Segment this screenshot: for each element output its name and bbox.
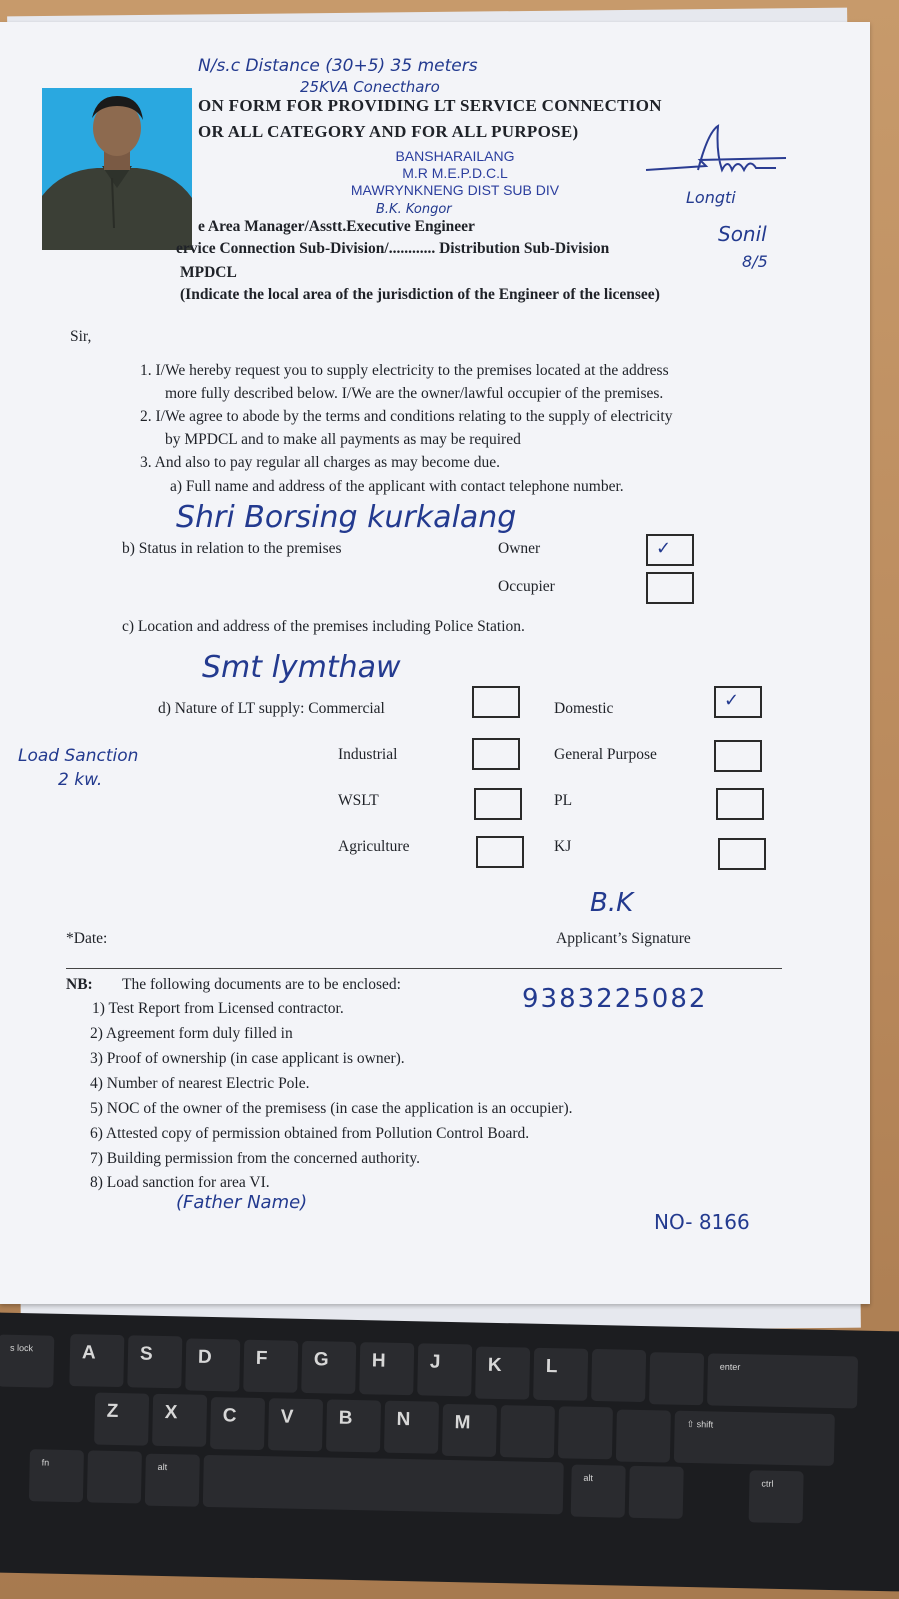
right-signature-1: Longti — [686, 188, 736, 207]
top-note-line2: 25KVA Conectharo — [300, 78, 440, 96]
industrial-label: Industrial — [338, 746, 398, 763]
owner-checkbox[interactable] — [646, 534, 694, 566]
key-comma[interactable] — [500, 1405, 555, 1458]
to-line2: ervice Connection Sub-Division/............ Distribution Sub-Division — [176, 240, 610, 257]
key-z[interactable]: Z — [94, 1393, 149, 1446]
right-signature-2: Sonil — [718, 222, 767, 246]
father-name-handwritten: (Father Name) — [176, 1192, 308, 1213]
key-s[interactable]: S — [127, 1335, 182, 1388]
nb-intro: The following documents are to be enclosed: — [122, 976, 401, 993]
paragraph-1-line2: more fully described below. I/We are the owner/lawful occupier of the premises. — [165, 385, 664, 402]
key-l[interactable]: L — [533, 1348, 588, 1401]
occupier-checkbox[interactable] — [646, 572, 694, 604]
key-b[interactable]: B — [326, 1399, 381, 1452]
key-v[interactable]: V — [268, 1398, 323, 1451]
general-purpose-label: General Purpose — [554, 746, 657, 763]
agriculture-checkbox[interactable] — [476, 836, 524, 868]
to-line4: (Indicate the local area of the jurisdiction of the Engineer of the licensee) — [180, 286, 660, 303]
shift-key[interactable]: ⇧ shift — [674, 1411, 835, 1466]
form-title-line2: OR ALL CATEGORY AND FOR ALL PURPOSE) — [198, 122, 579, 141]
nb-label: NB: — [66, 976, 93, 993]
key-slash[interactable] — [616, 1409, 671, 1462]
domestic-check-mark: ✓ — [724, 690, 740, 711]
nb-item-3: 3) Proof of ownership (in case applicant is owner). — [90, 1050, 405, 1067]
ctrl-key[interactable]: ctrl — [749, 1470, 804, 1523]
kj-checkbox[interactable] — [718, 838, 766, 870]
caps-lock-key[interactable]: s lock — [0, 1335, 54, 1388]
fn-key[interactable]: fn — [29, 1449, 84, 1502]
paragraph-3-line1: 3. And also to pay regular all charges as may become due. — [140, 454, 500, 471]
applicant-signature-handwritten: B.K — [590, 888, 634, 918]
industrial-checkbox[interactable] — [472, 738, 520, 770]
reference-number-handwritten: NO- 8166 — [654, 1210, 750, 1234]
officer-signature-scribble — [636, 122, 796, 192]
owner-label: Owner — [498, 540, 541, 557]
pl-checkbox[interactable] — [716, 788, 764, 820]
nb-item-6: 6) Attested copy of permission obtained from Pollution Control Board. — [90, 1125, 530, 1142]
stamp-line1: BANSHARAILANG — [395, 148, 515, 164]
key-h[interactable]: H — [359, 1342, 414, 1395]
key-period[interactable] — [558, 1406, 613, 1459]
agriculture-label: Agriculture — [338, 838, 410, 855]
key-m[interactable]: M — [442, 1404, 497, 1457]
domestic-label: Domestic — [554, 700, 614, 717]
application-form — [0, 22, 870, 1304]
applicant-name-handwritten: Shri Borsing kurkalang — [176, 500, 517, 535]
salutation: Sir, — [70, 328, 92, 345]
officer-signature: B.K. Kongor — [376, 202, 452, 217]
divider-line — [66, 968, 782, 969]
key-x[interactable]: X — [152, 1394, 207, 1447]
paragraph-1-line1: 1. I/We hereby request you to supply electricity to the premises located at the address — [140, 362, 669, 379]
phone-number-handwritten: 9383225082 — [522, 984, 708, 1014]
nb-item-7: 7) Building permission from the concerned authority. — [90, 1150, 421, 1167]
load-sanction-note: Load Sanction — [18, 746, 139, 766]
item-a-label: a) Full name and address of the applicant with contact telephone number. — [170, 478, 624, 495]
stamp-line2: M.R M.E.P.D.C.L — [402, 165, 508, 181]
date-label: *Date: — [66, 930, 108, 947]
nb-item-4: 4) Number of nearest Electric Pole. — [90, 1075, 310, 1092]
right-signature-3: 8/5 — [742, 252, 768, 271]
form-title-line1: ON FORM FOR PROVIDING LT SERVICE CONNECTION — [198, 96, 662, 115]
owner-check-mark: ✓ — [656, 538, 672, 559]
office-stamp — [340, 148, 570, 199]
item-c-label: c) Location and address of the premises including Police Station. — [122, 618, 525, 635]
space-bar[interactable] — [203, 1455, 564, 1515]
item-d-label: d) Nature of LT supply: Commercial — [158, 700, 385, 717]
key-g[interactable]: G — [301, 1341, 356, 1394]
key-k[interactable]: K — [475, 1347, 530, 1400]
to-line3: MPDCL — [180, 264, 237, 281]
paragraph-2-line1: 2. I/We agree to abode by the terms and conditions relating to the supply of electricity — [140, 408, 673, 425]
item-b-label: b) Status in relation to the premises — [122, 540, 342, 557]
premises-handwritten: Smt lymthaw — [202, 650, 401, 685]
kj-label: KJ — [554, 838, 572, 855]
wslt-label: WSLT — [338, 792, 379, 809]
paragraph-2-line2: by MPDCL and to make all payments as may be required — [165, 431, 521, 448]
key-quote[interactable] — [649, 1352, 704, 1405]
key-d[interactable]: D — [185, 1338, 240, 1391]
nb-item-1: 1) Test Report from Licensed contractor. — [92, 1000, 344, 1017]
key-f[interactable]: F — [243, 1340, 298, 1393]
alt-gr-key[interactable]: alt — [571, 1465, 626, 1518]
key-a[interactable]: A — [69, 1334, 124, 1387]
windows-key[interactable] — [87, 1450, 142, 1503]
general-purpose-checkbox[interactable] — [714, 740, 762, 772]
enter-key[interactable]: enter — [707, 1353, 858, 1408]
signature-label: Applicant’s Signature — [556, 930, 691, 947]
key-semicolon[interactable] — [591, 1349, 646, 1402]
key-j[interactable]: J — [417, 1343, 472, 1396]
nb-item-8: 8) Load sanction for area VI. — [90, 1174, 270, 1191]
nb-item-2: 2) Agreement form duly filled in — [90, 1025, 293, 1042]
nb-item-5: 5) NOC of the owner of the premisess (in case the application is an occupier). — [90, 1100, 573, 1117]
key-n[interactable]: N — [384, 1401, 439, 1454]
alt-key[interactable]: alt — [145, 1454, 200, 1507]
domestic-checkbox[interactable] — [714, 686, 762, 718]
key-c[interactable]: C — [210, 1397, 265, 1450]
wslt-checkbox[interactable] — [474, 788, 522, 820]
commercial-checkbox[interactable] — [472, 686, 520, 718]
top-note-line1: N/s.c Distance (30+5) 35 meters — [198, 56, 478, 76]
menu-key[interactable] — [629, 1466, 684, 1519]
load-sanction-value: 2 kw. — [58, 770, 103, 790]
pl-label: PL — [554, 792, 573, 809]
keyboard — [0, 1312, 899, 1591]
to-line1: e Area Manager/Asstt.Executive Engineer — [198, 218, 475, 235]
applicant-photo — [42, 88, 192, 250]
stamp-line3: MAWRYNKNENG DIST SUB DIV — [350, 182, 560, 198]
occupier-label: Occupier — [498, 578, 555, 595]
